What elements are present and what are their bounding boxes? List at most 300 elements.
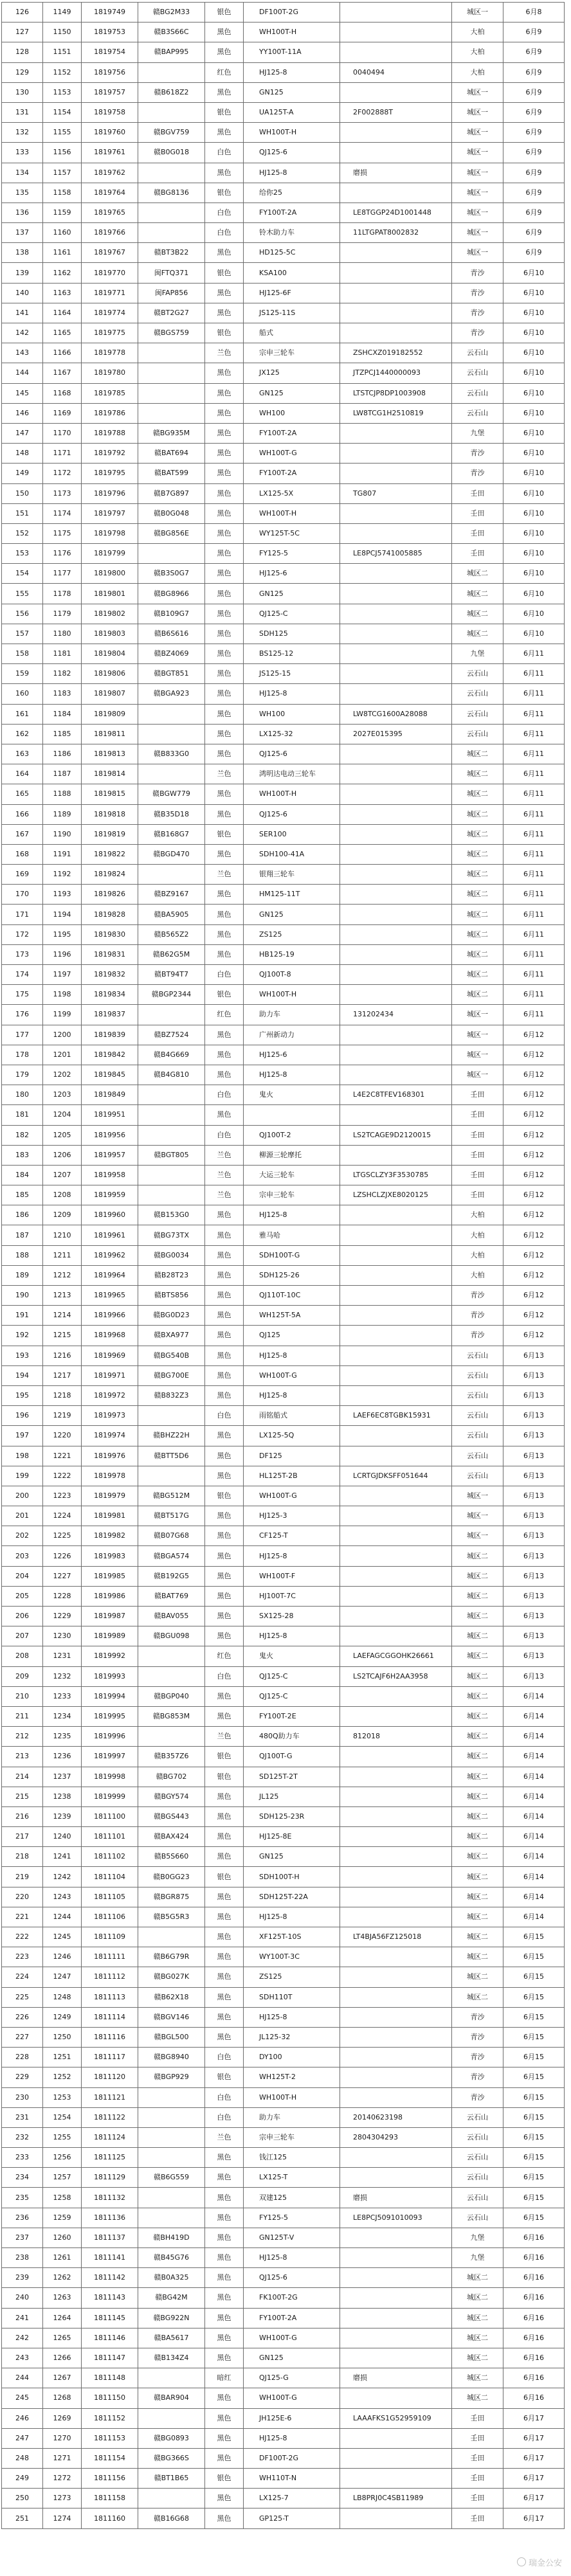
plate-number-cell: 赣BAR904 [138, 2388, 205, 2408]
model-cell: QJ125-G [244, 2368, 340, 2388]
vin-or-note-cell: 磨损 [340, 163, 452, 183]
table-row [2, 464, 565, 483]
color-cell: 黑色 [205, 2308, 244, 2328]
plate-number-cell: 赣B192G5 [138, 1566, 205, 1586]
color-cell: 黑色 [205, 1385, 244, 1405]
table-row [2, 584, 565, 604]
case-number-cell: 1819764 [82, 183, 138, 203]
case-number-cell: 1819996 [82, 1727, 138, 1747]
date-cell: 6月11 [503, 1005, 565, 1025]
area-cell: 城区二 [452, 865, 503, 885]
row-index-cell: 172 [2, 924, 43, 944]
date-cell: 6月15 [503, 2208, 565, 2228]
record-number-cell: 1274 [43, 2508, 82, 2528]
area-cell: 云石山 [452, 2107, 503, 2127]
row-index-cell: 144 [2, 363, 43, 383]
table-row [2, 1947, 565, 1967]
vin-or-note-cell: 磨损 [340, 2188, 452, 2208]
area-cell: 青沙 [452, 2027, 503, 2047]
record-number-cell: 1171 [43, 444, 82, 464]
date-cell: 6月15 [503, 2127, 565, 2147]
record-number-cell: 1157 [43, 163, 82, 183]
row-index-cell: 152 [2, 523, 43, 543]
vin-or-note-cell [340, 1566, 452, 1586]
vin-or-note-cell [340, 444, 452, 464]
record-number-cell: 1227 [43, 1566, 82, 1586]
vin-or-note-cell [340, 684, 452, 704]
date-cell: 6月9 [503, 23, 565, 42]
color-cell: 黑色 [205, 483, 244, 503]
case-number-cell: 1819815 [82, 784, 138, 804]
area-cell: 城区二 [452, 965, 503, 985]
table-row [2, 1907, 565, 1927]
record-number-cell: 1182 [43, 664, 82, 684]
plate-number-cell: 赣BG540B [138, 1346, 205, 1365]
table-row [2, 283, 565, 303]
model-cell: WH110T-N [244, 2469, 340, 2489]
case-number-cell: 1811137 [82, 2228, 138, 2247]
color-cell: 兰色 [205, 1145, 244, 1165]
case-number-cell: 1819831 [82, 944, 138, 964]
record-number-cell: 1169 [43, 403, 82, 423]
model-cell: HJ125-6 [244, 564, 340, 584]
table-row [2, 1145, 565, 1165]
vin-or-note-cell: 20140623198 [340, 2107, 452, 2127]
plate-number-cell: 赣BGD470 [138, 844, 205, 864]
vin-or-note-cell [340, 503, 452, 523]
row-index-cell: 226 [2, 2007, 43, 2027]
case-number-cell: 1811160 [82, 2508, 138, 2528]
model-cell: SDH125-26 [244, 1265, 340, 1285]
row-index-cell: 211 [2, 1706, 43, 1726]
case-number-cell: 1819974 [82, 1426, 138, 1446]
case-number-cell: 1811148 [82, 2368, 138, 2388]
row-index-cell: 231 [2, 2107, 43, 2127]
color-cell: 黑色 [205, 23, 244, 42]
area-cell: 城区二 [452, 804, 503, 824]
plate-number-cell: 赣BG8136 [138, 183, 205, 203]
row-index-cell: 140 [2, 283, 43, 303]
record-number-cell: 1167 [43, 363, 82, 383]
model-cell: GN125T-V [244, 2228, 340, 2247]
model-cell: SDH125 [244, 624, 340, 644]
watermark-text: 瑞金公安 [528, 2559, 562, 2568]
area-cell: 青沙 [452, 323, 503, 343]
case-number-cell: 1819801 [82, 584, 138, 604]
case-number-cell: 1811129 [82, 2168, 138, 2188]
color-cell: 黑色 [205, 2388, 244, 2408]
record-number-cell: 1175 [43, 523, 82, 543]
record-number-cell: 1225 [43, 1526, 82, 1546]
vin-or-note-cell [340, 243, 452, 263]
model-cell: WH100T-G [244, 2388, 340, 2408]
case-number-cell: 1819972 [82, 1385, 138, 1405]
record-number-cell: 1257 [43, 2168, 82, 2188]
record-number-cell: 1232 [43, 1666, 82, 1686]
model-cell: BS125-12 [244, 644, 340, 664]
case-number-cell: 1819997 [82, 1747, 138, 1767]
plate-number-cell: 赣BG42M [138, 2288, 205, 2308]
date-cell: 6月12 [503, 1025, 565, 1045]
date-cell: 6月10 [503, 383, 565, 403]
area-cell: 城区一 [452, 183, 503, 203]
table-row [2, 1566, 565, 1586]
plate-number-cell: 赣BG700E [138, 1365, 205, 1385]
row-index-cell: 210 [2, 1686, 43, 1706]
date-cell: 6月12 [503, 1065, 565, 1085]
row-index-cell: 159 [2, 664, 43, 684]
case-number-cell: 1819845 [82, 1065, 138, 1085]
color-cell: 黑色 [205, 1466, 244, 1486]
table-row [2, 1987, 565, 2007]
table-row [2, 1466, 565, 1486]
area-cell: 城区二 [452, 1787, 503, 1806]
plate-number-cell [138, 865, 205, 885]
vin-or-note-cell [340, 824, 452, 844]
plate-number-cell: 赣BGA574 [138, 1546, 205, 1566]
date-cell: 6月10 [503, 423, 565, 443]
row-index-cell: 174 [2, 965, 43, 985]
model-cell: HJ125-6 [244, 1045, 340, 1065]
date-cell: 6月11 [503, 885, 565, 905]
vin-or-note-cell [340, 3, 452, 23]
color-cell: 黑色 [205, 163, 244, 183]
date-cell: 6月15 [503, 1967, 565, 1987]
case-number-cell: 1819761 [82, 143, 138, 163]
area-cell: 城区二 [452, 1967, 503, 1987]
date-cell: 6月10 [503, 564, 565, 584]
table-row [2, 1346, 565, 1365]
area-cell: 青沙 [452, 303, 503, 323]
date-cell: 6月10 [503, 444, 565, 464]
color-cell: 黑色 [205, 1105, 244, 1125]
model-cell: 船式 [244, 323, 340, 343]
row-index-cell: 160 [2, 684, 43, 704]
plate-number-cell: 赣BG856E [138, 523, 205, 543]
date-cell: 6月13 [503, 1607, 565, 1626]
date-cell: 6月9 [503, 243, 565, 263]
model-cell: 宗申三轮车 [244, 2127, 340, 2147]
model-cell: JL125-32 [244, 2027, 340, 2047]
area-cell: 城区二 [452, 744, 503, 764]
plate-number-cell: 赣B35D18 [138, 804, 205, 824]
plate-number-cell: 赣BG935M [138, 423, 205, 443]
case-number-cell: 1819992 [82, 1646, 138, 1666]
record-number-cell: 1272 [43, 2469, 82, 2489]
vin-or-note-cell: LZSHCLZJXE8020125 [340, 1185, 452, 1205]
color-cell: 黑色 [205, 2508, 244, 2528]
color-cell: 黑色 [205, 804, 244, 824]
record-number-cell: 1228 [43, 1586, 82, 1606]
row-index-cell: 242 [2, 2328, 43, 2348]
table-row [2, 1806, 565, 1826]
model-cell: WH100T-G [244, 2328, 340, 2348]
area-cell: 城区二 [452, 885, 503, 905]
table-row [2, 2048, 565, 2067]
model-cell: QJ110T-10C [244, 1286, 340, 1306]
record-number-cell: 1203 [43, 1085, 82, 1105]
model-cell: XF125T-10S [244, 1927, 340, 1947]
row-index-cell: 219 [2, 1867, 43, 1887]
plate-number-cell: 赣B6G79R [138, 1947, 205, 1967]
case-number-cell: 1819800 [82, 564, 138, 584]
row-index-cell: 184 [2, 1165, 43, 1185]
model-cell: HB125-19 [244, 944, 340, 964]
plate-number-cell [138, 163, 205, 183]
area-cell: 云石山 [452, 1346, 503, 1365]
record-number-cell: 1223 [43, 1486, 82, 1506]
plate-number-cell: 赣BAP995 [138, 42, 205, 62]
date-cell: 6月12 [503, 1045, 565, 1065]
date-cell: 6月12 [503, 1125, 565, 1145]
color-cell: 黑色 [205, 1706, 244, 1726]
row-index-cell: 223 [2, 1947, 43, 1967]
model-cell: GN125 [244, 1847, 340, 1867]
vin-or-note-cell: LCRTGJDKSFF051644 [340, 1466, 452, 1486]
table-row [2, 2007, 565, 2027]
area-cell: 壬田 [452, 483, 503, 503]
record-number-cell: 1220 [43, 1426, 82, 1446]
record-number-cell: 1155 [43, 123, 82, 143]
vin-or-note-cell [340, 82, 452, 102]
record-number-cell: 1218 [43, 1385, 82, 1405]
model-cell: HJ125-8 [244, 2248, 340, 2268]
vin-or-note-cell [340, 1686, 452, 1706]
color-cell: 黑色 [205, 1546, 244, 1566]
date-cell: 6月13 [503, 1626, 565, 1646]
date-cell: 6月11 [503, 684, 565, 704]
date-cell: 6月13 [503, 1385, 565, 1405]
row-index-cell: 173 [2, 944, 43, 964]
vin-or-note-cell: LE8PCJ5091010093 [340, 2208, 452, 2228]
color-cell: 银色 [205, 824, 244, 844]
color-cell: 黑色 [205, 885, 244, 905]
vin-or-note-cell [340, 523, 452, 543]
area-cell: 云石山 [452, 2188, 503, 2208]
area-cell: 城区二 [452, 824, 503, 844]
vin-or-note-cell [340, 1546, 452, 1566]
vin-or-note-cell [340, 624, 452, 644]
case-number-cell: 1819981 [82, 1506, 138, 1526]
record-number-cell: 1202 [43, 1065, 82, 1085]
table-row [2, 1245, 565, 1265]
vin-or-note-cell [340, 664, 452, 684]
table-row [2, 1265, 565, 1285]
area-cell: 云石山 [452, 1466, 503, 1486]
model-cell: 鬼火 [244, 1646, 340, 1666]
model-cell: WH100 [244, 403, 340, 423]
vin-or-note-cell [340, 2388, 452, 2408]
record-number-cell: 1224 [43, 1506, 82, 1526]
date-cell: 6月9 [503, 42, 565, 62]
area-cell: 壬田 [452, 2469, 503, 2489]
table-row [2, 1827, 565, 1847]
model-cell: WH100T-F [244, 1566, 340, 1586]
plate-number-cell: 赣BG366S [138, 2448, 205, 2468]
record-number-cell: 1263 [43, 2288, 82, 2308]
model-cell: WH125T-5A [244, 1306, 340, 1326]
row-index-cell: 157 [2, 624, 43, 644]
date-cell: 6月9 [503, 143, 565, 163]
plate-number-cell: 赣BGT805 [138, 1145, 205, 1165]
case-number-cell: 1819754 [82, 42, 138, 62]
record-number-cell: 1153 [43, 82, 82, 102]
vin-or-note-cell [340, 844, 452, 864]
row-index-cell: 133 [2, 143, 43, 163]
case-number-cell: 1819842 [82, 1045, 138, 1065]
date-cell: 6月12 [503, 1326, 565, 1346]
area-cell: 壬田 [452, 1085, 503, 1105]
table-row [2, 62, 565, 82]
vin-or-note-cell [340, 464, 452, 483]
area-cell: 壬田 [452, 523, 503, 543]
model-cell: HJ125-8 [244, 2428, 340, 2448]
vin-or-note-cell [340, 2268, 452, 2288]
plate-number-cell: 赣B62G5M [138, 944, 205, 964]
row-index-cell: 150 [2, 483, 43, 503]
date-cell: 6月12 [503, 1245, 565, 1265]
record-number-cell: 1222 [43, 1466, 82, 1486]
plate-number-cell: 赣BGV146 [138, 2007, 205, 2027]
row-index-cell: 245 [2, 2388, 43, 2408]
color-cell: 银色 [205, 1486, 244, 1506]
date-cell: 6月9 [503, 62, 565, 82]
vin-or-note-cell: LS2TCAGE9D2120015 [340, 1125, 452, 1145]
date-cell: 6月11 [503, 784, 565, 804]
row-index-cell: 251 [2, 2508, 43, 2528]
color-cell: 白色 [205, 203, 244, 222]
table-row [2, 2087, 565, 2107]
record-number-cell: 1206 [43, 1145, 82, 1165]
table-row [2, 1887, 565, 1907]
date-cell: 6月11 [503, 944, 565, 964]
plate-number-cell [138, 1125, 205, 1145]
area-cell: 城区二 [452, 1566, 503, 1586]
case-number-cell: 1819797 [82, 503, 138, 523]
area-cell: 城区二 [452, 1747, 503, 1767]
color-cell: 黑色 [205, 2268, 244, 2288]
row-index-cell: 132 [2, 123, 43, 143]
vin-or-note-cell: JTZPCJ1440000093 [340, 363, 452, 383]
area-cell: 城区一 [452, 163, 503, 183]
row-index-cell: 181 [2, 1105, 43, 1125]
date-cell: 6月15 [503, 2027, 565, 2047]
model-cell: 助力车 [244, 2107, 340, 2127]
color-cell: 白色 [205, 2107, 244, 2127]
plate-number-cell [138, 2087, 205, 2107]
plate-number-cell: 赣BGW779 [138, 784, 205, 804]
row-index-cell: 220 [2, 1887, 43, 1907]
row-index-cell: 141 [2, 303, 43, 323]
area-cell: 云石山 [452, 2127, 503, 2147]
table-row [2, 303, 565, 323]
row-index-cell: 206 [2, 1607, 43, 1626]
color-cell: 黑色 [205, 564, 244, 584]
case-number-cell: 1819999 [82, 1787, 138, 1806]
case-number-cell: 1819824 [82, 865, 138, 885]
model-cell: 大运三轮车 [244, 1165, 340, 1185]
case-number-cell: 1819956 [82, 1125, 138, 1145]
area-cell: 壬田 [452, 503, 503, 523]
color-cell: 黑色 [205, 1806, 244, 1826]
date-cell: 6月11 [503, 724, 565, 744]
color-cell: 兰色 [205, 1727, 244, 1747]
plate-number-cell: 赣BAT694 [138, 444, 205, 464]
color-cell: 黑色 [205, 1225, 244, 1245]
area-cell: 九堡 [452, 423, 503, 443]
table-row [2, 1967, 565, 1987]
case-number-cell: 1819774 [82, 303, 138, 323]
record-number-cell: 1170 [43, 423, 82, 443]
case-number-cell: 1819770 [82, 263, 138, 283]
plate-number-cell: 赣BT2G27 [138, 303, 205, 323]
record-number-cell: 1249 [43, 2007, 82, 2027]
record-number-cell: 1174 [43, 503, 82, 523]
vin-or-note-cell [340, 1526, 452, 1546]
case-number-cell: 1819962 [82, 1245, 138, 1265]
date-cell: 6月14 [503, 1867, 565, 1887]
model-cell: GP125-T [244, 2508, 340, 2528]
case-number-cell: 1811154 [82, 2448, 138, 2468]
date-cell: 6月14 [503, 1787, 565, 1806]
table-row [2, 2248, 565, 2268]
case-number-cell: 1811117 [82, 2048, 138, 2067]
date-cell: 6月12 [503, 1185, 565, 1205]
color-cell: 黑色 [205, 243, 244, 263]
vin-or-note-cell: LTGSCLZY3F3530785 [340, 1165, 452, 1185]
row-index-cell: 237 [2, 2228, 43, 2247]
plate-number-cell: 赣B4G810 [138, 1065, 205, 1085]
date-cell: 6月10 [503, 483, 565, 503]
color-cell: 黑色 [205, 1065, 244, 1085]
date-cell: 6月13 [503, 1486, 565, 1506]
vin-or-note-cell [340, 865, 452, 885]
area-cell: 城区一 [452, 1065, 503, 1085]
case-number-cell: 1819983 [82, 1546, 138, 1566]
record-number-cell: 1196 [43, 944, 82, 964]
case-number-cell: 1819969 [82, 1346, 138, 1365]
date-cell: 6月15 [503, 2007, 565, 2027]
vin-or-note-cell: 131202434 [340, 1005, 452, 1025]
date-cell: 6月16 [503, 2248, 565, 2268]
model-cell: HJ125-8 [244, 1626, 340, 1646]
plate-number-cell: 赣BGR875 [138, 1887, 205, 1907]
model-cell: FY125-5 [244, 2208, 340, 2228]
plate-number-cell: 赣B565Z2 [138, 924, 205, 944]
area-cell: 城区二 [452, 1607, 503, 1626]
case-number-cell: 1811156 [82, 2469, 138, 2489]
row-index-cell: 167 [2, 824, 43, 844]
model-cell: DF100T-2G [244, 2448, 340, 2468]
row-index-cell: 239 [2, 2268, 43, 2288]
color-cell: 黑色 [205, 1045, 244, 1065]
date-cell: 6月8 [503, 3, 565, 23]
table-row [2, 2428, 565, 2448]
model-cell: JL125 [244, 1787, 340, 1806]
area-cell: 青沙 [452, 1306, 503, 1326]
case-number-cell: 1819762 [82, 163, 138, 183]
table-row [2, 1847, 565, 1867]
vin-or-note-cell [340, 1867, 452, 1887]
case-number-cell: 1811152 [82, 2408, 138, 2428]
table-row [2, 844, 565, 864]
table-row [2, 483, 565, 503]
row-index-cell: 246 [2, 2408, 43, 2428]
row-index-cell: 241 [2, 2308, 43, 2328]
model-cell: QJ125-6 [244, 143, 340, 163]
record-number-cell: 1211 [43, 1245, 82, 1265]
row-index-cell: 250 [2, 2489, 43, 2508]
